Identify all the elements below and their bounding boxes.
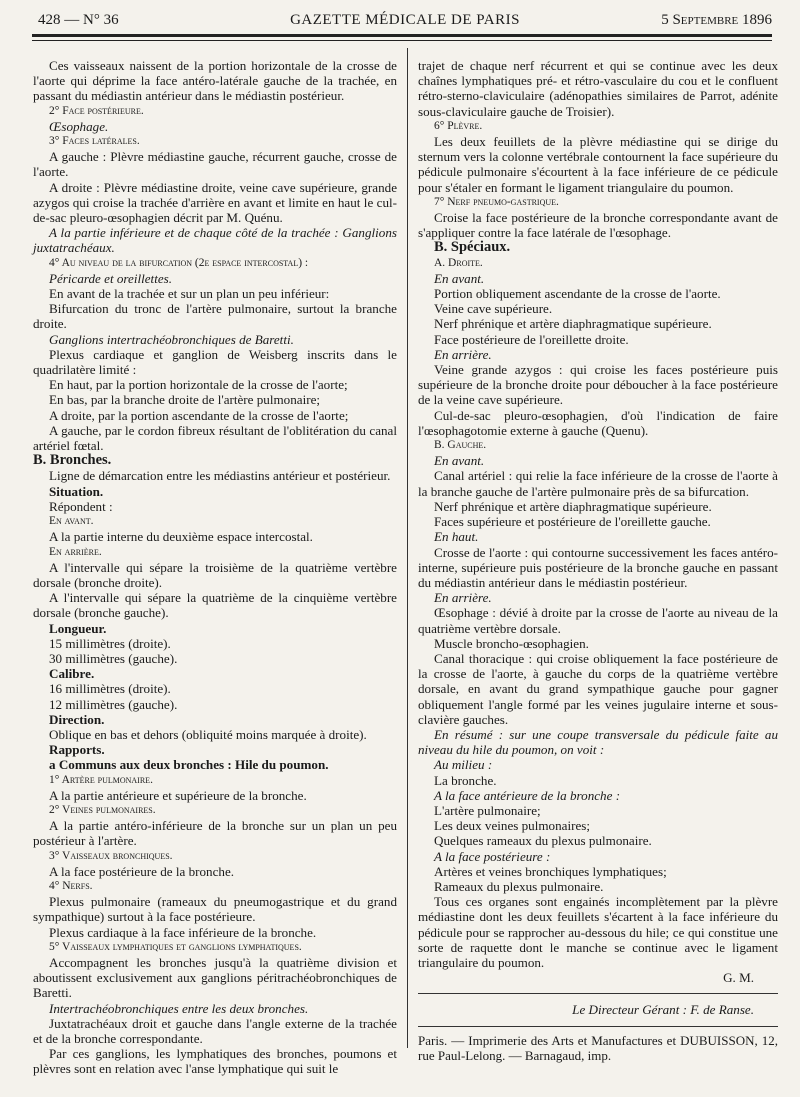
header-rule-thin — [32, 40, 772, 41]
subheading: 4° Au niveau de la bifurcation (2e espace intercostal) : — [49, 256, 309, 269]
paragraph: A la partie antérieure et supérieure de la bronche. — [49, 787, 307, 803]
paragraph: Muscle broncho-œsophagien. — [434, 635, 589, 651]
imprint-line: Paris. — Imprimerie des Arts et Manufactures et DUBUISSON, 12, rue Paul-Lelong. — Barnagaud, imp. — [418, 1032, 778, 1063]
subheading: En avant. — [49, 515, 94, 528]
paragraph: En haut. — [434, 529, 479, 545]
paragraph: Crosse de l'aorte : qui contourne successivement les faces antéro-interne, supérieure puis postérieure de la bronche gauche en passant du médiastin antérieur dans le médiastin postérieur. — [418, 544, 778, 590]
paragraph: A gauche : Plèvre médiastine gauche, récurrent gauche, crosse de l'aorte. — [33, 149, 397, 180]
subheading: A. Droite. — [434, 256, 483, 269]
column-divider — [407, 48, 408, 1048]
paragraph: 16 millimètres (droite). — [49, 681, 171, 697]
paragraph: Rameaux du plexus pulmonaire. — [434, 878, 604, 894]
paragraph: Nerf phrénique et artère diaphragmatique supérieure. — [434, 316, 712, 332]
paragraph: Oblique en bas et dehors (obliquité moins marquée à droite). — [49, 726, 367, 742]
paragraph: Ligne de démarcation entre les médiastins antérieur et postérieur. — [49, 468, 391, 484]
paragraph: Juxtatrachéaux droit et gauche dans l'angle externe de la trachée et de la bronche correspondante. — [33, 1015, 397, 1046]
subheading: 3° Faces latérales. — [49, 135, 140, 148]
paragraph: 12 millimètres (gauche). — [49, 696, 178, 712]
paragraph: Au milieu : — [434, 757, 493, 773]
paragraph: A la face postérieure : — [434, 848, 551, 864]
paragraph: Plexus cardiaque à la face inférieure de la bronche. — [49, 924, 317, 940]
subheading: B. Gauche. — [434, 439, 487, 452]
paragraph: Œsophage. — [49, 118, 109, 134]
paragraph: Croise la face postérieure de la bronche correspondante avant de s'appliquer contre la face latérale de l'œsophage. — [418, 210, 778, 241]
subheading: 7° Nerf pneumo-gastrique. — [434, 195, 559, 208]
paragraph: A la face antérieure de la bronche : — [434, 787, 621, 803]
header-rule-thick — [32, 34, 772, 37]
paragraph: Ces vaisseaux naissent de la portion horizontale de la crosse de l'aorte qui déprime la face antéro-latérale gauche de la trachée, en passant du médiastin antérieur dans le médiastin postérieur. — [33, 58, 397, 104]
paragraph: Les deux veines pulmonaires; — [434, 818, 590, 834]
subheading: 3° Vaisseaux bronchiques. — [49, 849, 173, 862]
page-header — [38, 8, 772, 30]
subheading: En arrière. — [49, 545, 102, 558]
paragraph: A droite : Plèvre médiastine droite, veine cave supérieure, grande azygos qui croise la trachée d'arrière en avant et limite en haut le cul-de-sac pleuro-œsophagien décrit par M. Quénu. — [33, 179, 397, 226]
author-signature: G. M. — [723, 970, 754, 986]
paragraph: A la partie interne du deuxième espace intercostal. — [49, 529, 313, 545]
paragraph: Répondent : — [49, 498, 113, 514]
paragraph: Bifurcation du tronc de l'artère pulmonaire, surtout la branche droite. — [33, 301, 397, 332]
paragraph: A la face postérieure de la bronche. — [49, 863, 235, 879]
paragraph: Par ces ganglions, les lymphatiques des bronches, poumons et plèvres sont en relation avec l'anse lymphatique qui suit le — [33, 1046, 397, 1077]
subheading: 2° Veines pulmonaires. — [49, 803, 156, 816]
paragraph: Artères et veines bronchiques lymphatiques; — [434, 863, 667, 879]
subheading: Situation. — [49, 483, 104, 499]
right-column — [418, 58, 778, 1063]
paragraph: A l'intervalle qui sépare la quatrième de la cinquième vertèbre dorsale (bronche gauche). — [33, 590, 397, 621]
paragraph: La bronche. — [434, 772, 497, 788]
paragraph: Plexus pulmonaire (rameaux du pneumogastrique et du grand sympathique) surtout à la face postérieure. — [33, 894, 397, 925]
paragraph: Portion obliquement ascendante de la crosse de l'aorte. — [434, 286, 721, 302]
subheading: a Communs aux deux bronches : Hile du poumon. — [49, 757, 329, 773]
paragraph: trajet de chaque nerf récurrent et qui se continue avec les deux chaînes lymphatiques pré- et rétro-vasculaire du cou et le confluent rétro-sterno-claviculaire (adénopathies similaires de Parrot, adénite sous-claviculaire gauche de Troisier). — [418, 58, 778, 119]
paragraph: Veine cave supérieure. — [434, 301, 553, 317]
subheading: 6° Plèvre. — [434, 119, 483, 132]
journal-title: GAZETTE MÉDICALE DE PARIS — [290, 12, 520, 28]
signature-rule — [418, 993, 778, 994]
subheading: Calibre. — [49, 666, 95, 682]
subheading: 5° Vaisseaux lymphatiques et ganglions lymphatiques. — [49, 940, 302, 953]
paragraph: En avant. — [434, 270, 485, 286]
paragraph: En haut, par la portion horizontale de la crosse de l'aorte; — [49, 377, 348, 393]
subheading: Direction. — [49, 711, 105, 727]
paragraph: En résumé : sur une coupe transversale du pédicule faite au niveau du hile du poumon, on voit : — [418, 726, 778, 758]
director-line: Le Directeur Gérant : F. de Ranse. — [572, 1002, 754, 1018]
paragraph: Intertrachéobronchiques entre les deux bronches. — [49, 1000, 309, 1016]
paragraph: Les deux feuillets de la plèvre médiastine qui se dirige du sternum vers la colonne vertébrale contournent la face supérieure du pédicule pulmonaire s'écourtent à la face inférieure de ce pédicule pour s'étaler en formant le ligament triangulaire du poumon. — [418, 134, 778, 195]
page-number: 428 — N° 36 — [38, 12, 119, 28]
paragraph: Ganglions intertrachéobronchiques de Baretti. — [49, 331, 294, 347]
left-column — [33, 58, 397, 1077]
paragraph: Quelques rameaux du plexus pulmonaire. — [434, 833, 652, 849]
subheading: 1° Artère pulmonaire. — [49, 773, 153, 786]
paragraph: Canal thoracique : qui croise obliquement la face postérieure de la crosse de l'aorte, à gauche du corps de la quatrième vertèbre dorsale, en avant du grand sympathique gauche pour gagner obliquement l'angle formé par les veines jugulaire interne et sous-clavière gauches. — [418, 650, 778, 727]
paragraph: Nerf phrénique et artère diaphragmatique supérieure. — [434, 498, 712, 514]
paragraph: Cul-de-sac pleuro-œsophagien, d'où l'indication de faire l'œsophagotomie externe à gauche (Quenu). — [418, 407, 778, 438]
section-heading: B. Bronches. — [33, 452, 112, 469]
paragraph: En arrière. — [434, 346, 492, 362]
paragraph: Face postérieure de l'oreillette droite. — [434, 331, 629, 347]
issue-date: 5 Septembre 1896 — [661, 12, 772, 28]
subheading: 2° Face postérieure. — [49, 104, 144, 117]
imprint-rule — [418, 1026, 778, 1027]
paragraph: Canal artériel : qui relie la face inférieure de la crosse de l'aorte à la branche gauche de l'artère pulmonaire près de sa bifurcation. — [418, 468, 778, 499]
subheading: Rapports. — [49, 742, 105, 758]
paragraph: 15 millimètres (droite). — [49, 635, 171, 651]
subheading: 4° Nerfs. — [49, 879, 93, 892]
paragraph: Accompagnent les bronches jusqu'à la quatrième division et aboutissent exclusivement aux ganglions péritrachéobronchiques de Baretti. — [33, 954, 397, 1001]
paragraph: En avant. — [434, 453, 485, 469]
paragraph: Péricarde et oreillettes. — [49, 270, 173, 286]
paragraph: Plexus cardiaque et ganglion de Weisberg inscrits dans le quadrilatère limité : — [33, 346, 397, 378]
section-heading: B. Spéciaux. — [434, 239, 511, 256]
paragraph: En bas, par la branche droite de l'artère pulmonaire; — [49, 392, 321, 408]
subheading: Longueur. — [49, 620, 107, 636]
paragraph: Tous ces organes sont engainés incomplètement par la plèvre médiastine dont les deux feuillets s'écartent à la face inférieure du pédicule pour se rapprocher au-dessous du hile; ce qui constitue une sorte de raquette dont le manche se continue avec le ligament triangulaire du poumon. — [418, 894, 778, 970]
paragraph: A la partie inférieure et de chaque côté de la trachée : Ganglions juxtatrachéaux. — [33, 225, 397, 256]
paragraph: Faces supérieure et postérieure de l'oreillette gauche. — [434, 514, 711, 530]
paragraph: A la partie antéro-inférieure de la bronche sur un plan un peu postérieur à l'artère. — [33, 818, 397, 849]
paragraph: En arrière. — [434, 590, 492, 606]
paragraph: Œsophage : dévié à droite par la crosse de l'aorte au niveau de la quatrième vertèbre dorsale. — [418, 605, 778, 636]
paragraph: Veine grande azygos : qui croise les faces postérieure puis supérieure de la bronche droite pour déboucher à la face postérieure de la veine cave supérieure. — [418, 362, 778, 408]
paragraph: A l'intervalle qui sépare la troisième de la quatrième vertèbre dorsale (bronche droite). — [33, 559, 397, 590]
paragraph: En avant de la trachée et sur un plan un peu inférieur: — [49, 286, 330, 302]
paragraph: A droite, par la portion ascendante de la crosse de l'aorte; — [49, 407, 349, 423]
paragraph: L'artère pulmonaire; — [434, 802, 541, 818]
paragraph: A gauche, par le cordon fibreux résultant de l'oblitération du canal artériel fœtal. — [33, 422, 397, 454]
paragraph: 30 millimètres (gauche). — [49, 650, 178, 666]
